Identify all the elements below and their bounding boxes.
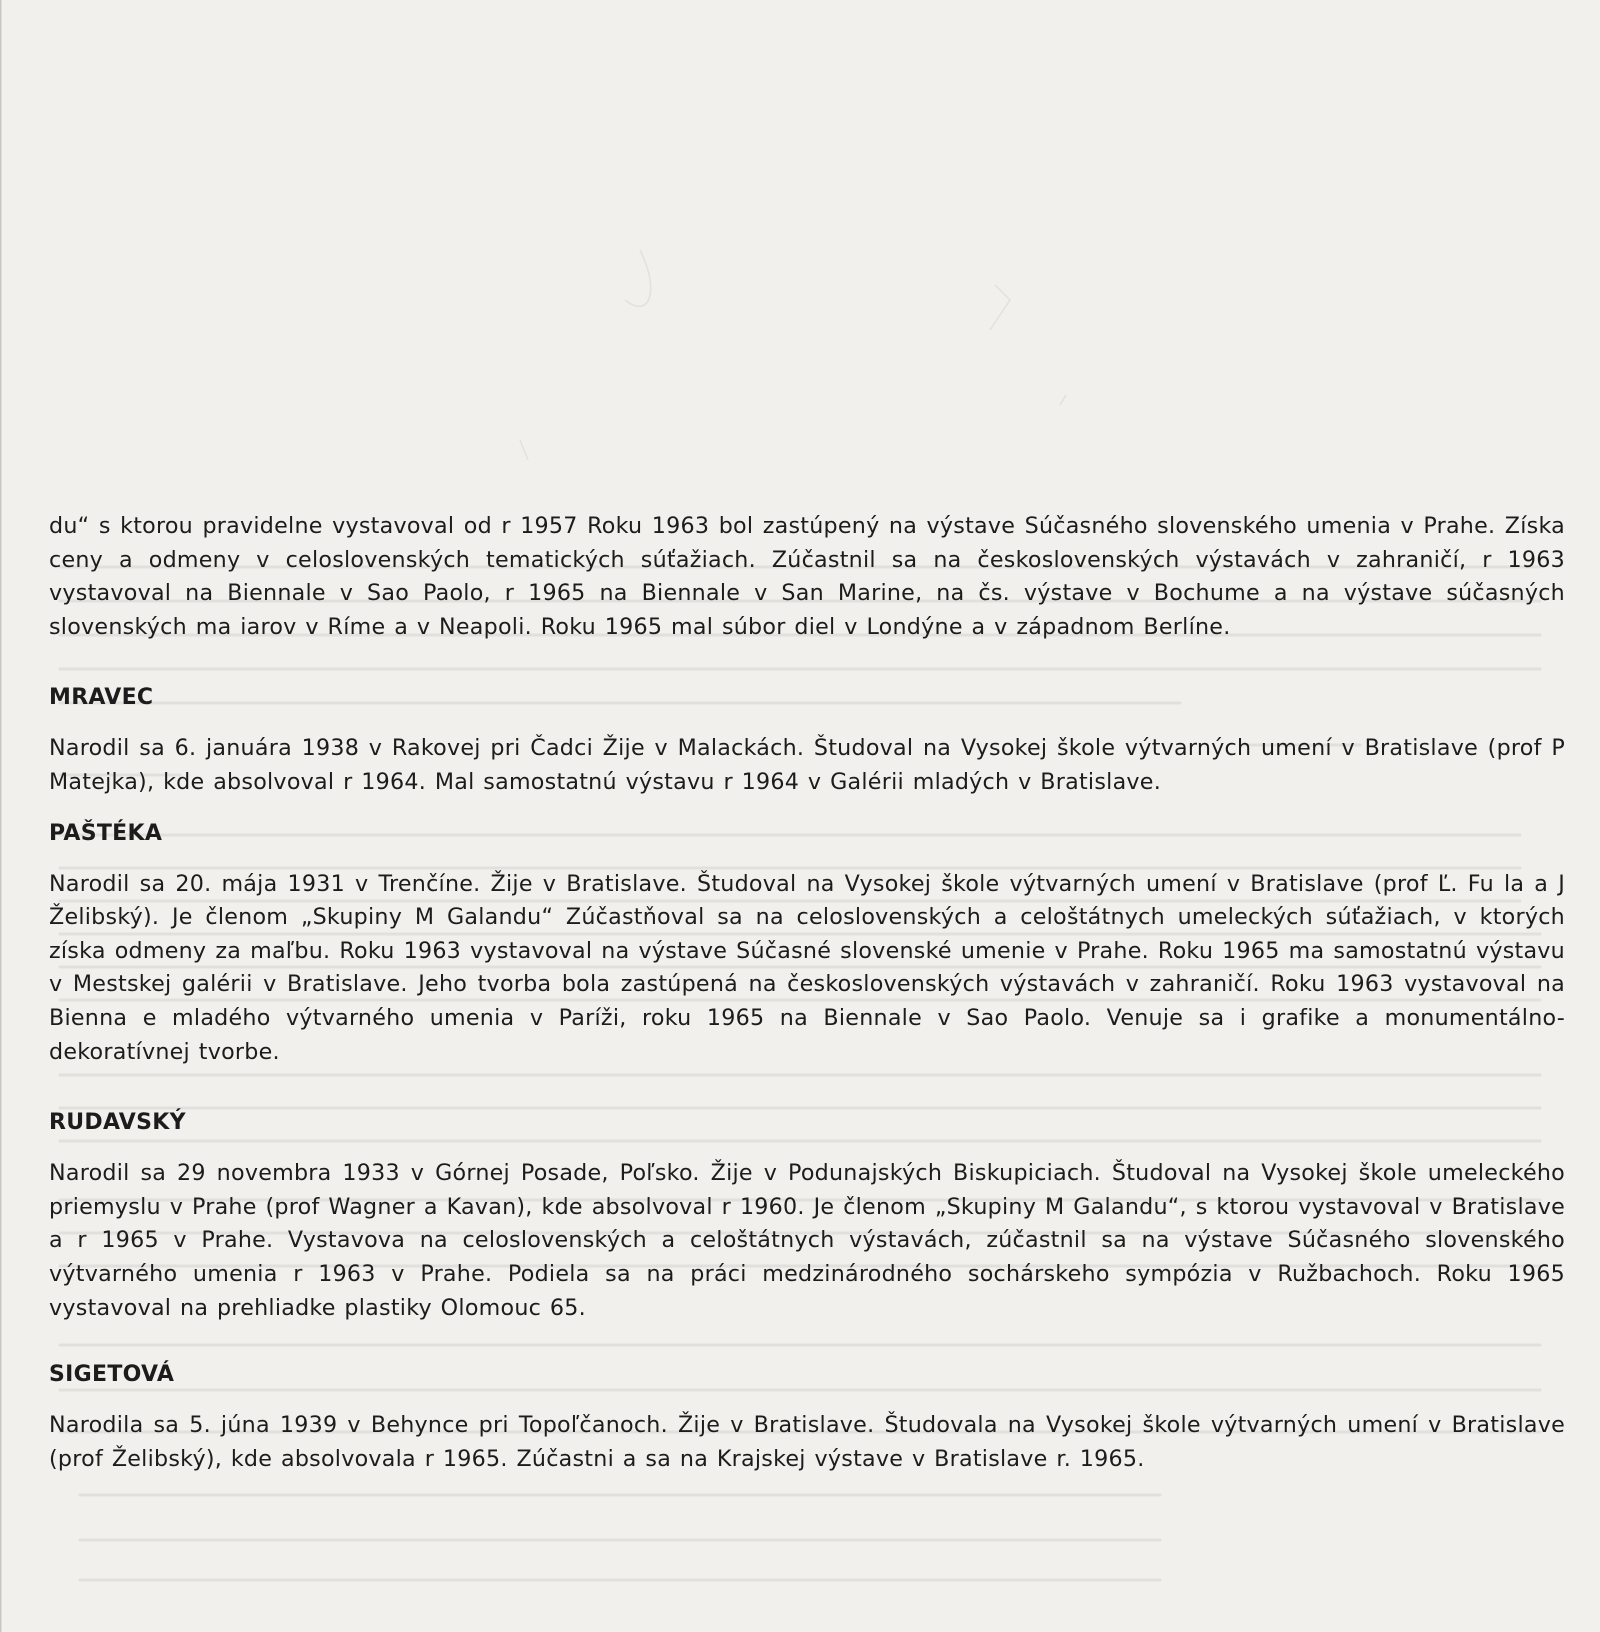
- section-text-sigetova: Narodila sa 5. júna 1939 v Behynce pri Topoľčanoch. Žije v Bratislave. Študovala na Vysokej škole výtvarných umení v Bratislave (prof Želibský), kde absolvovala r 1965. Zúčastni a sa na Krajskej výstave v Bratislave r. 1965.: [49, 1412, 1565, 1472]
- section-text-mravec: Narodil sa 6. januára 1938 v Rakovej pri Čadci Žije v Malackách. Študoval na Vysokej škole výtvarných umení v Bratislave (prof P Matejka), kde absolvoval r 1964. Mal samostatnú výstavu r 1964 v Galérii mladých v Bratislave.: [49, 735, 1565, 795]
- section-text-rudavsky: Narodil sa 29 novembra 1933 v Górnej Posade, Poľsko. Žije v Podunajských Biskupiciach. Študoval na Vysokej škole umeleckého priemyslu v Prahe (prof Wagner a Kavan), kde absolvoval r 1960. Je členom „Skupiny M Galandu“, s ktorou vystavoval v Bratislave a r 1965 v Prahe. Vystavova na celoslovenských a celoštátnych výstavách, zúčastnil sa na výstave Súčasného slovenského výtvarného umenia r 1963 v Prahe. Podiela sa na práci medzinárodného sochárskeho sympózia v Ružbachoch. Roku 1965 vystavoval na prehliadke plastiky Olomouc 65.: [49, 1160, 1565, 1321]
- section-heading-rudavsky: RUDAVSKÝ: [49, 1110, 186, 1136]
- section-heading-mravec: MRAVEC: [49, 685, 154, 711]
- section-heading-pasteka: PAŠTÉKA: [49, 820, 163, 846]
- biography-text: [49, 510, 1565, 1476]
- section-heading-sigetova: SIGETOVÁ: [49, 1362, 175, 1388]
- intro-paragraph: du“ s ktorou pravidelne vystavoval od r 1957 Roku 1963 bol zastúpený na výstave Súčasného slovenského umenia v Prahe. Získa ceny a odmeny v celoslovenských tematických súťažiach. Zúčastnil sa na československých výstavách v zahraničí, r 1963 vystavoval na Biennale v Sao Paolo, r 1965 na Biennale v San Marine, na čs. výstave v Bochume a na výstave súčasných slovenských ma iarov v Ríme a v Neapoli. Roku 1965 mal súbor diel v Londýne a v západnom Berlíne.: [49, 513, 1565, 640]
- section-text-pasteka: Narodil sa 20. mája 1931 v Trenčíne. Žije v Bratislave. Študoval na Vysokej škole výtvarných umení v Bratislave (prof Ľ. Fu la a J Želibský). Je členom „Skupiny M Galandu“ Zúčastňoval sa na celoslovenských a celoštátnych umeleckých súťažiach, v ktorých získa odmeny za maľbu. Roku 1963 vystavoval na výstave Súčasné slovenské umenie v Prahe. Roku 1965 ma samostatnú výstavu v Mestskej galérii v Bratislave. Jeho tvorba bola zastúpená na československých výstavách v zahraničí. Roku 1963 vystavoval na Bienna e mladého výtvarného umenia v Paríži, roku 1965 na Biennale v Sao Paolo. Venuje sa i grafike a monumentálno-dekoratívnej tvorbe.: [49, 870, 1565, 1065]
